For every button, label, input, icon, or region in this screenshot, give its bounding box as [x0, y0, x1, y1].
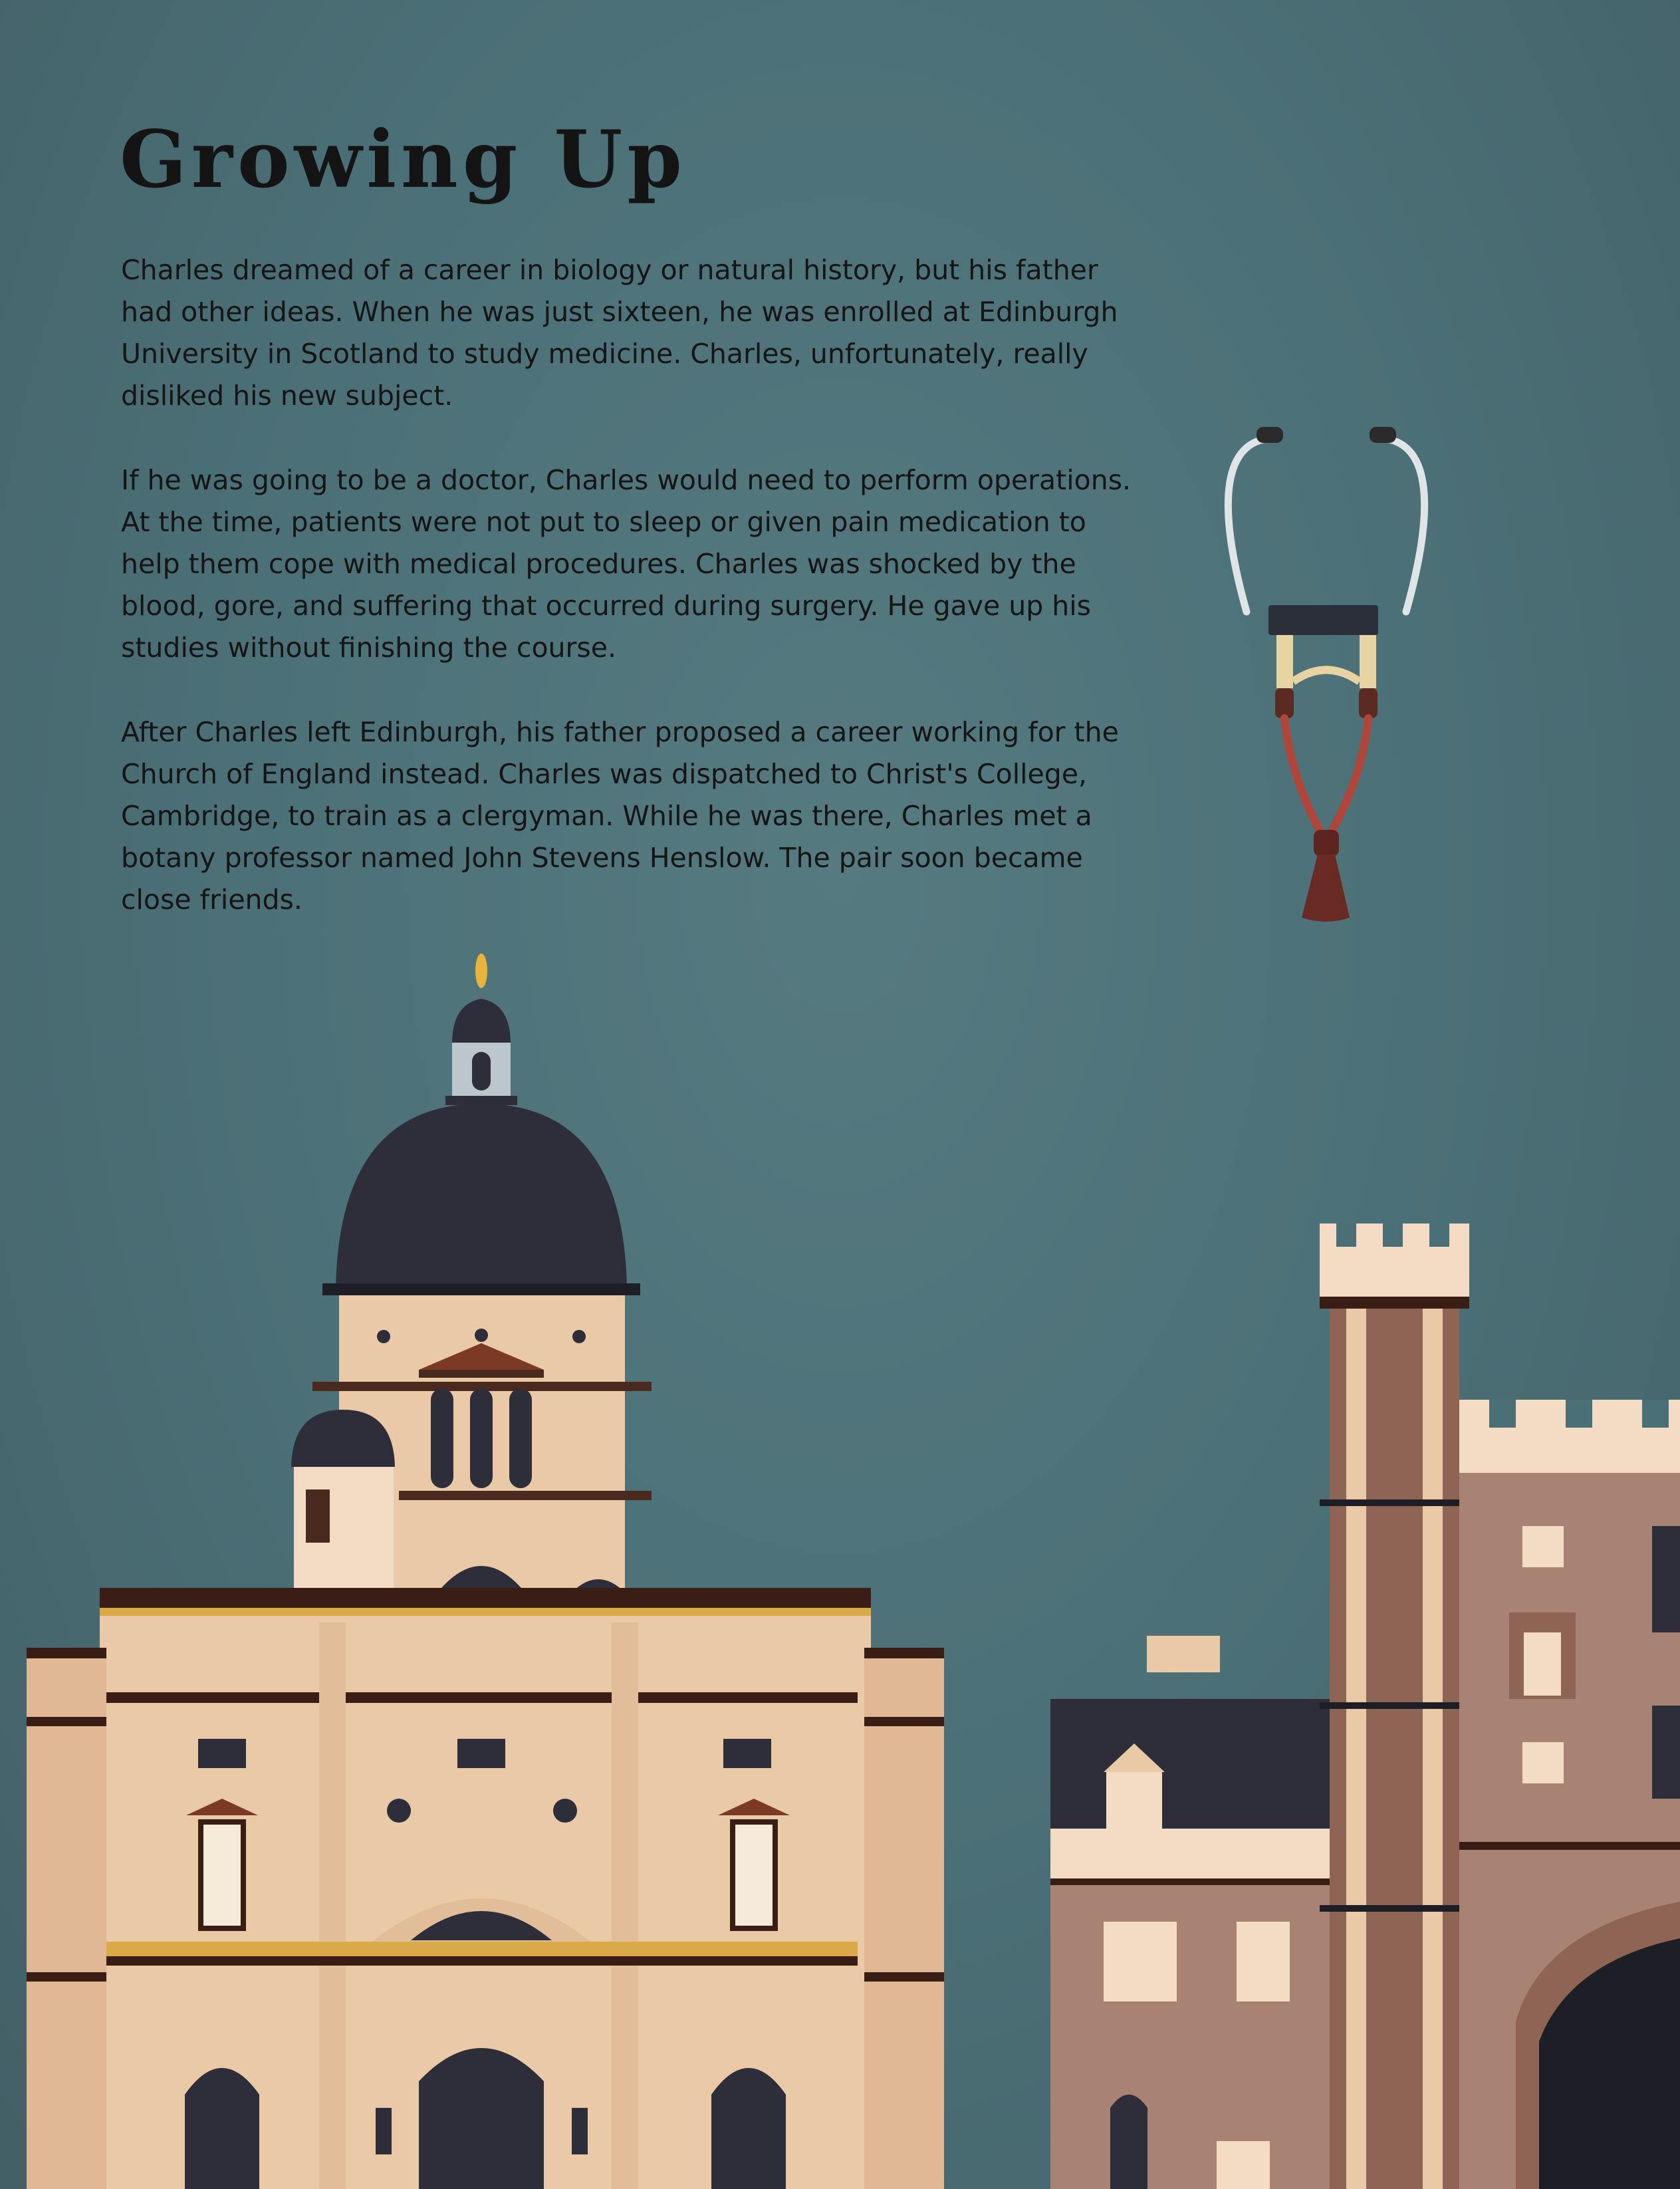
paragraph-3: After Charles left Edinburgh, his father proposed a career working for the Church of England instead. Charles was dispatched to Christ's College, Cambridge, to train as a clergyman. While he was there, Charles met a botany professor named John Stevens Henslow. The pair soon became close friends.: [121, 716, 1119, 916]
paragraph-1: Charles dreamed of a career in biology or natural history, but his father had other ideas. When he was just sixteen, he was enrolled at Edinburgh University in Scotland to study medicine. Charles, unfortunately, really disliked his new subject.: [121, 254, 1118, 412]
page-title: Growing Up: [120, 113, 687, 205]
castle-gatehouse-icon: [1050, 1223, 1680, 2189]
domed-college-building-icon: [27, 938, 944, 2189]
body-text: [121, 249, 1145, 964]
stethoscope-icon: [1217, 412, 1436, 944]
paragraph-2: If he was going to be a doctor, Charles would need to perform operations. At the time, patients were not put to sleep or given pain medication to help them cope with medical procedures. Charles was shocked by the blood, gore, and suffering that occurred during surgery. He gave up his studies without finishing the course.: [121, 464, 1132, 664]
